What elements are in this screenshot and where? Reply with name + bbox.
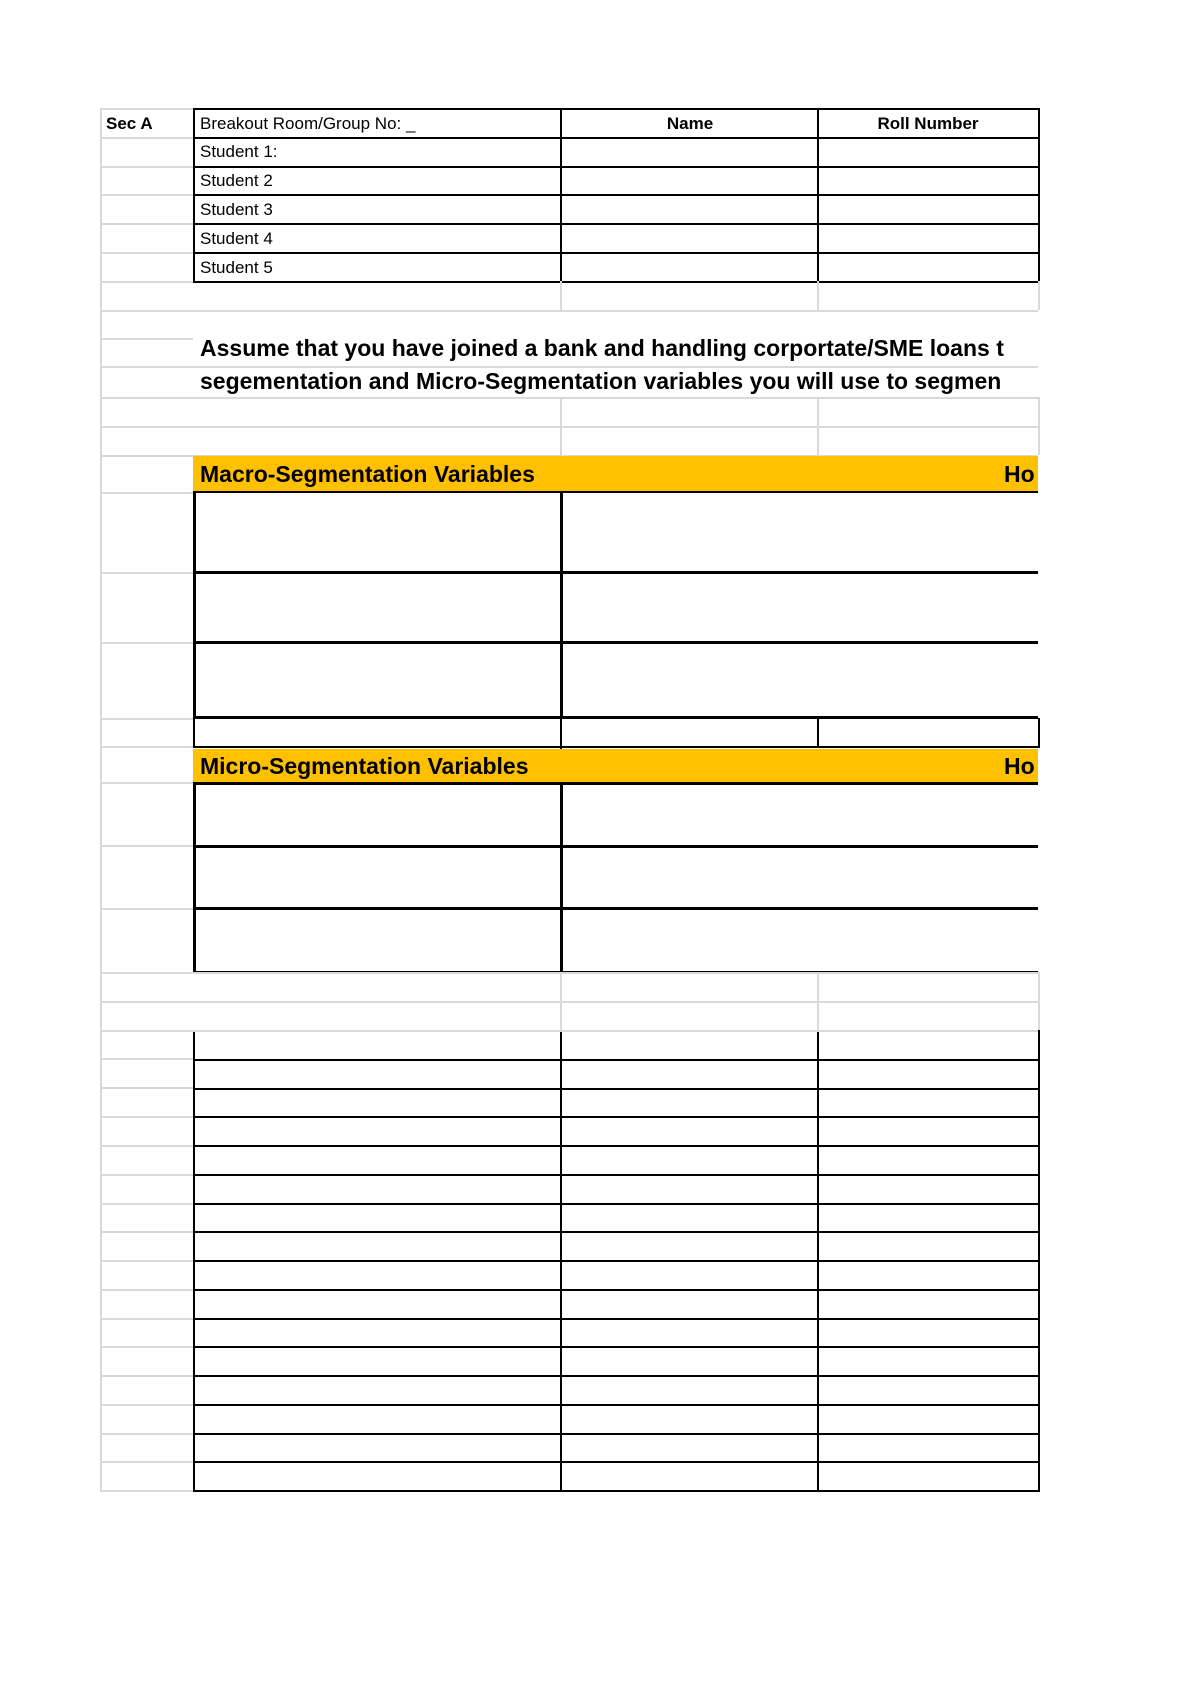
gridline bbox=[100, 1375, 193, 1377]
question-line-1: Assume that you have joined a bank and handling corportate/SME loans t bbox=[200, 335, 1004, 361]
gridline bbox=[100, 1490, 193, 1492]
gridline bbox=[100, 310, 193, 312]
gridline bbox=[100, 1318, 193, 1320]
table-border bbox=[193, 1145, 1040, 1147]
gridline bbox=[100, 223, 193, 225]
gridline bbox=[100, 1203, 193, 1205]
table-border bbox=[193, 716, 1038, 719]
micro-variable-cell[interactable] bbox=[195, 847, 560, 908]
gridline bbox=[100, 1030, 193, 1032]
gridline bbox=[193, 1030, 1038, 1032]
gridline bbox=[100, 908, 193, 910]
gridline bbox=[100, 455, 193, 457]
student-4-label: Student 4 bbox=[200, 229, 273, 248]
roll-number-column-header: Roll Number bbox=[877, 114, 979, 133]
table-border bbox=[193, 1203, 1040, 1205]
gridline bbox=[100, 108, 102, 1490]
gridline bbox=[100, 281, 193, 283]
table-border bbox=[817, 718, 819, 747]
table-border bbox=[193, 1490, 1040, 1492]
gridline bbox=[100, 1346, 193, 1348]
micro-how-label: Ho bbox=[1004, 753, 1035, 779]
macro-how-cell[interactable] bbox=[562, 644, 1038, 716]
table-border bbox=[193, 1260, 1040, 1262]
table-border bbox=[193, 1404, 1040, 1406]
table-border bbox=[193, 1174, 1040, 1176]
gridline bbox=[100, 426, 193, 428]
gridline bbox=[100, 492, 193, 494]
gridline bbox=[193, 310, 1038, 312]
table-border bbox=[193, 281, 1040, 283]
gridline bbox=[817, 281, 819, 310]
gridline bbox=[100, 397, 193, 399]
gridline bbox=[100, 338, 193, 340]
gridline bbox=[100, 252, 193, 254]
table-border bbox=[193, 1461, 1040, 1463]
macro-segmentation-label: Macro-Segmentation Variables bbox=[200, 461, 535, 487]
gridline bbox=[100, 718, 193, 720]
gridline bbox=[100, 746, 193, 748]
gridline bbox=[100, 1174, 193, 1176]
gridline bbox=[100, 1058, 193, 1060]
gridline bbox=[100, 1116, 193, 1118]
question-line-2: segementation and Micro-Segmentation variables you will use to segmen bbox=[200, 368, 1002, 394]
micro-variable-cell[interactable] bbox=[195, 784, 560, 845]
gridline bbox=[193, 426, 1038, 428]
table-border bbox=[193, 1231, 1040, 1233]
micro-how-cell[interactable] bbox=[562, 784, 1038, 845]
gridline bbox=[100, 137, 193, 139]
gridline bbox=[560, 281, 562, 310]
table-border bbox=[193, 194, 1040, 196]
macro-how-cell[interactable] bbox=[562, 493, 1038, 572]
gridline bbox=[100, 1260, 193, 1262]
table-border bbox=[193, 1318, 1040, 1320]
gridline bbox=[1038, 397, 1040, 455]
table-border bbox=[193, 223, 1040, 225]
gridline bbox=[100, 1231, 193, 1233]
gridline bbox=[100, 1145, 193, 1147]
gridline bbox=[100, 1289, 193, 1291]
macro-variable-cell[interactable] bbox=[195, 493, 560, 572]
table-border bbox=[193, 1433, 1040, 1435]
section-label: Sec A bbox=[106, 114, 153, 133]
gridline bbox=[100, 972, 193, 974]
gridline bbox=[100, 1404, 193, 1406]
table-border bbox=[193, 1289, 1040, 1291]
table-border bbox=[193, 166, 1040, 168]
table-border bbox=[193, 1088, 1040, 1090]
gridline bbox=[100, 1087, 193, 1089]
micro-segmentation-label: Micro-Segmentation Variables bbox=[200, 753, 529, 779]
gridline bbox=[100, 845, 193, 847]
table-border bbox=[1038, 718, 1040, 747]
gridline bbox=[100, 366, 193, 368]
table-border bbox=[193, 1375, 1040, 1377]
gridline bbox=[100, 166, 193, 168]
gridline bbox=[1038, 281, 1040, 310]
macro-how-cell[interactable] bbox=[562, 574, 1038, 642]
gridline bbox=[193, 972, 1038, 974]
macro-variable-cell[interactable] bbox=[195, 574, 560, 642]
group-number-label[interactable]: Breakout Room/Group No: _ bbox=[200, 114, 416, 133]
gridline bbox=[100, 572, 193, 574]
gridline bbox=[100, 108, 193, 110]
table-border bbox=[193, 137, 1040, 139]
micro-how-cell[interactable] bbox=[562, 847, 1038, 908]
student-3-label: Student 3 bbox=[200, 200, 273, 219]
macro-how-label: Ho bbox=[1004, 461, 1035, 487]
gridline bbox=[100, 642, 193, 644]
gridline bbox=[100, 782, 193, 784]
table-border bbox=[193, 746, 1040, 748]
table-border bbox=[193, 718, 195, 747]
gridline bbox=[1038, 972, 1040, 1030]
micro-variable-cell[interactable] bbox=[195, 910, 560, 971]
student-5-label: Student 5 bbox=[200, 258, 273, 277]
gridline bbox=[193, 1001, 1038, 1003]
table-border bbox=[193, 1116, 1040, 1118]
table-border bbox=[193, 1059, 1040, 1061]
student-1-label: Student 1: bbox=[200, 142, 278, 161]
table-border bbox=[193, 1346, 1040, 1348]
name-column-header: Name bbox=[666, 114, 714, 133]
micro-how-cell[interactable] bbox=[562, 910, 1038, 971]
gridline bbox=[100, 1001, 193, 1003]
student-2-label: Student 2 bbox=[200, 171, 273, 190]
gridline bbox=[100, 1433, 193, 1435]
gridline bbox=[100, 1461, 193, 1463]
table-border bbox=[560, 718, 562, 747]
gridline bbox=[193, 397, 1038, 399]
macro-variable-cell[interactable] bbox=[195, 644, 560, 716]
table-border bbox=[193, 108, 1040, 110]
table-border bbox=[193, 252, 1040, 254]
gridline bbox=[100, 194, 193, 196]
